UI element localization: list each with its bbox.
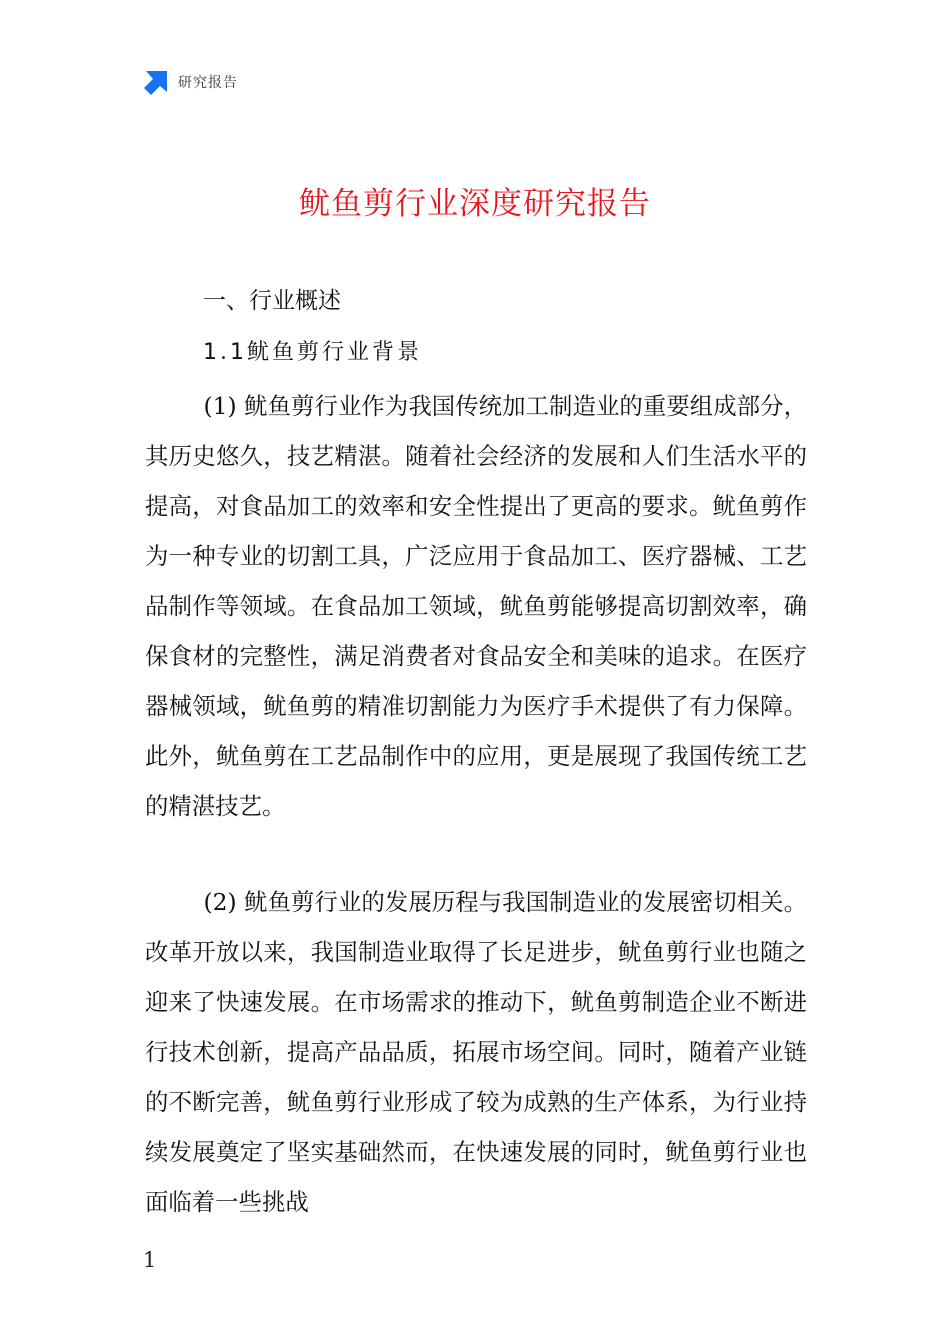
document-title: 鱿鱼剪行业深度研究报告 — [299, 186, 651, 222]
section-heading: 一、行业概述 — [203, 288, 341, 314]
body-paragraph-2: (2) 鱿鱼剪行业的发展历程与我国制造业的发展密切相关。改革开放以来，我国制造业取得了长足进步，鱿鱼剪行业也随之迎来了快速发展。在市场需求的推动下，鱿鱼剪制造企业不断进行技术创新，提高产品品质，拓展市场空间。同时，随着产业链的不断完善，鱿鱼剪行业形成了较为成熟的生产体系，为行业持续发展奠定了坚实基础然而，在快速发展的同时，鱿鱼剪行业也面临着一些挑战 — [145, 888, 807, 1216]
arrow-up-right-logo-icon — [143, 69, 169, 95]
body-paragraph-1: (1) 鱿鱼剪行业作为我国传统加工制造业的重要组成部分，其历史悠久，技艺精湛。随着社会经济的发展和人们生活水平的提高，对食品加工的效率和安全性提出了更高的要求。鱿鱼剪作为一种专业的切割工具，广泛应用于食品加工、医疗器械、工艺品制作等领域。在食品加工领域，鱿鱼剪能够提高切割效率，确保食材的完整性，满足消费者对食品安全和美味的追求。在医疗器械领域，鱿鱼剪的精准切割能力为医疗手术提供了有力保障。此外，鱿鱼剪在工艺品制作中的应用，更是展现了我国传统工艺的精湛技艺。 — [145, 392, 807, 820]
header-label: 研究报告 — [178, 75, 238, 91]
page-number: 1 — [143, 1248, 157, 1272]
page-header — [143, 68, 238, 96]
subsection-heading: 1.1鱿鱼剪行业背景 — [203, 340, 422, 365]
